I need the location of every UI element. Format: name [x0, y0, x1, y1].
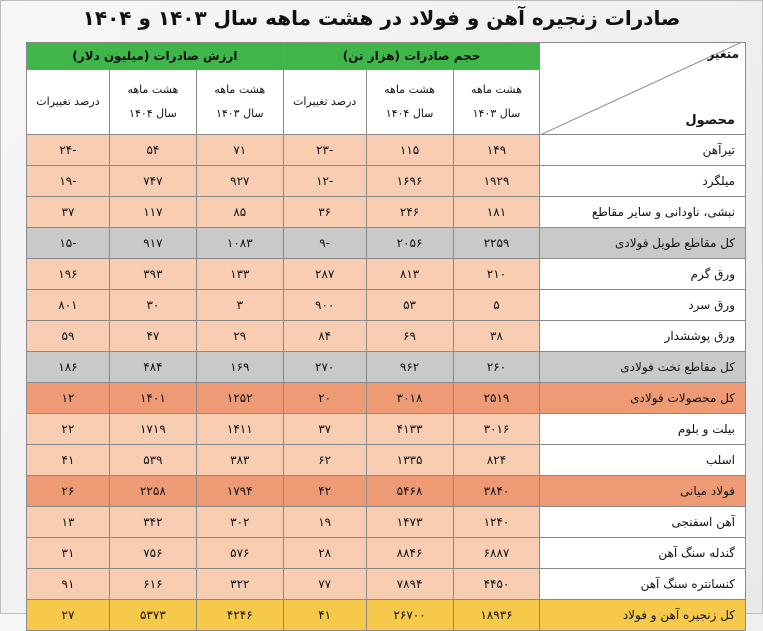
- table-row: [27, 476, 746, 507]
- product-name-cell: میلگرد: [540, 166, 746, 197]
- vol-chg-cell: ۷۷: [283, 569, 366, 600]
- val-chg-cell: ۲۷: [27, 600, 110, 631]
- vol-1403-cell: ۱۸۹۳۶: [453, 600, 540, 631]
- val-1403-cell: ۳۸۳: [196, 445, 283, 476]
- val-1403-cell: ۱۲۵۲: [196, 383, 283, 414]
- volume-group-header: حجم صادرات (هزار تن): [283, 43, 540, 70]
- vol-1404-cell: ۲۶۷۰۰: [366, 600, 453, 631]
- val-chg-cell: -۲۴: [27, 135, 110, 166]
- product-name-cell: کل زنجیره آهن و فولاد: [540, 600, 746, 631]
- vol-chg-cell: ۲۷۰: [283, 352, 366, 383]
- year-label: سال ۱۴۰۳: [472, 107, 521, 120]
- vol-1403-cell: ۱۸۱: [453, 197, 540, 228]
- product-label: محصول: [685, 113, 735, 128]
- year-label: سال ۱۴۰۴: [385, 107, 434, 120]
- vol-1404-cell: ۸۸۴۶: [366, 538, 453, 569]
- vol-chg-cell: -۲۳: [283, 135, 366, 166]
- product-name-cell: ورق سرد: [540, 290, 746, 321]
- table-row: [27, 352, 746, 383]
- vol-chg-cell: ۲۸: [283, 538, 366, 569]
- vol-1404-cell: ۸۱۳: [366, 259, 453, 290]
- val-1403-cell: ۸۵: [196, 197, 283, 228]
- eight-month-label: هشت ماهه: [384, 83, 435, 96]
- val-chg-cell: -۱۹: [27, 166, 110, 197]
- val-chg-cell: ۱۹۶: [27, 259, 110, 290]
- val-1404-cell: ۵۴: [109, 135, 196, 166]
- val-1404-cell: ۳۰: [109, 290, 196, 321]
- vol-1404-header: [366, 70, 453, 135]
- value-group-header: ارزش صادرات (میلیون دلار): [27, 43, 284, 70]
- vol-1404-cell: ۹۶۲: [366, 352, 453, 383]
- val-1403-cell: ۹۲۷: [196, 166, 283, 197]
- eight-month-label: هشت ماهه: [127, 83, 179, 96]
- vol-chg-cell: ۸۴: [283, 321, 366, 352]
- vol-1404-cell: ۷۸۹۴: [366, 569, 453, 600]
- year-label: سال ۱۴۰۴: [129, 107, 177, 120]
- vol-1403-cell: ۲۵۱۹: [453, 383, 540, 414]
- vol-chg-cell: ۴۲: [283, 476, 366, 507]
- table-row: [27, 321, 746, 352]
- table-row: [27, 259, 746, 290]
- vol-1403-header: [453, 70, 540, 135]
- table-row: [27, 569, 746, 600]
- val-chg-cell: ۱۳: [27, 507, 110, 538]
- val-chg-cell: ۸۰۱: [27, 290, 110, 321]
- vol-chg-cell: ۲۰: [283, 383, 366, 414]
- vol-1404-cell: ۱۶۹۶: [366, 166, 453, 197]
- vol-1403-cell: ۸۲۴: [453, 445, 540, 476]
- page-title: صادرات زنجیره آهن و فولاد در هشت ماهه سال ۱۴۰۳ و ۱۴۰۴: [82, 6, 681, 30]
- product-name-cell: ورق پوششدار: [540, 321, 746, 352]
- val-1403-cell: ۱۷۹۴: [196, 476, 283, 507]
- vol-change-header: درصد تغییرات: [283, 70, 366, 135]
- vol-1403-cell: ۶۸۸۷: [453, 538, 540, 569]
- table-row: [27, 507, 746, 538]
- val-change-header: درصد تغییرات: [27, 70, 110, 135]
- val-1404-cell: ۷۵۶: [109, 538, 196, 569]
- vol-1403-cell: ۱۴۹: [453, 135, 540, 166]
- vol-1404-cell: ۴۱۳۳: [366, 414, 453, 445]
- val-1404-cell: ۱۴۰۱: [109, 383, 196, 414]
- val-1404-cell: ۵۳۷۳: [109, 600, 196, 631]
- vol-1403-cell: ۵: [453, 290, 540, 321]
- val-1404-cell: ۱۷۱۹: [109, 414, 196, 445]
- year-label: سال ۱۴۰۳: [215, 107, 264, 120]
- table-row: [27, 228, 746, 259]
- table-row: [27, 290, 746, 321]
- vol-chg-cell: -۹: [283, 228, 366, 259]
- product-name-cell: ورق گرم: [540, 259, 746, 290]
- vol-1404-cell: ۱۳۳۵: [366, 445, 453, 476]
- val-1404-cell: ۳۹۳: [109, 259, 196, 290]
- table-row: [27, 600, 746, 631]
- product-name-cell: کل محصولات فولادی: [540, 383, 746, 414]
- vol-1403-cell: ۳۸: [453, 321, 540, 352]
- vol-chg-cell: ۹۰۰: [283, 290, 366, 321]
- vol-1404-cell: ۱۱۵: [366, 135, 453, 166]
- vol-1404-cell: ۱۴۷۳: [366, 507, 453, 538]
- product-name-cell: فولاد میانی: [540, 476, 746, 507]
- val-1403-cell: ۵۷۶: [196, 538, 283, 569]
- vol-1403-cell: ۳۸۴۰: [453, 476, 540, 507]
- vol-chg-cell: ۳۷: [283, 414, 366, 445]
- vol-chg-cell: ۲۸۷: [283, 259, 366, 290]
- vol-1403-cell: ۲۲۵۹: [453, 228, 540, 259]
- vol-1403-cell: ۳۰۱۶: [453, 414, 540, 445]
- vol-chg-cell: ۶۲: [283, 445, 366, 476]
- table-row: [27, 445, 746, 476]
- table-row: [27, 135, 746, 166]
- table-row: [27, 166, 746, 197]
- eight-month-label: هشت ماهه: [471, 83, 522, 96]
- val-1403-cell: ۱۰۸۳: [196, 228, 283, 259]
- table-row: [27, 538, 746, 569]
- table-row: [27, 414, 746, 445]
- vol-1403-cell: ۱۹۲۹: [453, 166, 540, 197]
- val-chg-cell: ۲۲: [27, 414, 110, 445]
- val-chg-cell: ۹۱: [27, 569, 110, 600]
- val-1403-cell: ۴۲۴۶: [196, 600, 283, 631]
- val-1403-header: [196, 70, 283, 135]
- vol-1403-cell: ۲۶۰: [453, 352, 540, 383]
- val-chg-cell: ۳۷: [27, 197, 110, 228]
- product-name-cell: اسلب: [540, 445, 746, 476]
- table-row: [27, 197, 746, 228]
- product-name-cell: تیرآهن: [540, 135, 746, 166]
- vol-chg-cell: ۱۹: [283, 507, 366, 538]
- vol-1403-cell: ۴۴۵۰: [453, 569, 540, 600]
- val-1404-cell: ۳۴۲: [109, 507, 196, 538]
- variable-label: متغیر: [707, 47, 739, 61]
- product-name-cell: کل مقاطع تخت فولادی: [540, 352, 746, 383]
- vol-chg-cell: ۳۶: [283, 197, 366, 228]
- product-name-cell: نبشی، ناودانی و سایر مقاطع: [540, 197, 746, 228]
- val-chg-cell: ۱۲: [27, 383, 110, 414]
- val-chg-cell: ۴۱: [27, 445, 110, 476]
- val-chg-cell: ۵۹: [27, 321, 110, 352]
- val-chg-cell: -۱۵: [27, 228, 110, 259]
- val-1403-cell: ۳۰۲: [196, 507, 283, 538]
- vol-1404-cell: ۵۳: [366, 290, 453, 321]
- val-1403-cell: ۳: [196, 290, 283, 321]
- product-name-cell: کل مقاطع طویل فولادی: [540, 228, 746, 259]
- val-1404-cell: ۹۱۷: [109, 228, 196, 259]
- val-1404-header: [109, 70, 196, 135]
- product-name-cell: بیلت و بلوم: [540, 414, 746, 445]
- val-1404-cell: ۲۲۵۸: [109, 476, 196, 507]
- vol-1403-cell: ۱۲۴۰: [453, 507, 540, 538]
- product-name-cell: کنسانتره سنگ آهن: [540, 569, 746, 600]
- val-1404-cell: ۱۱۷: [109, 197, 196, 228]
- vol-chg-cell: ۴۱: [283, 600, 366, 631]
- vol-1404-cell: ۲۴۶: [366, 197, 453, 228]
- vol-1403-cell: ۲۱۰: [453, 259, 540, 290]
- table-row: [27, 383, 746, 414]
- vol-1404-cell: ۵۴۶۸: [366, 476, 453, 507]
- val-1403-cell: ۱۳۳: [196, 259, 283, 290]
- val-1404-cell: ۷۴۷: [109, 166, 196, 197]
- vol-1404-cell: ۳۰۱۸: [366, 383, 453, 414]
- val-1403-cell: ۲۹: [196, 321, 283, 352]
- val-chg-cell: ۲۶: [27, 476, 110, 507]
- val-1404-cell: ۴۸۴: [109, 352, 196, 383]
- val-1403-cell: ۳۲۲: [196, 569, 283, 600]
- val-chg-cell: ۱۸۶: [27, 352, 110, 383]
- val-1403-cell: ۷۱: [196, 135, 283, 166]
- val-1404-cell: ۵۳۹: [109, 445, 196, 476]
- val-1403-cell: ۱۶۹: [196, 352, 283, 383]
- vol-chg-cell: -۱۲: [283, 166, 366, 197]
- val-1404-cell: ۴۷: [109, 321, 196, 352]
- product-name-cell: آهن اسفنجی: [540, 507, 746, 538]
- table-body: [27, 135, 746, 631]
- product-name-cell: گندله سنگ آهن: [540, 538, 746, 569]
- val-1403-cell: ۱۴۱۱: [196, 414, 283, 445]
- eight-month-label: هشت ماهه: [214, 83, 266, 96]
- val-1404-cell: ۶۱۶: [109, 569, 196, 600]
- vol-1404-cell: ۲۰۵۶: [366, 228, 453, 259]
- export-table: [26, 42, 746, 631]
- val-chg-cell: ۳۱: [27, 538, 110, 569]
- vol-1404-cell: ۶۹: [366, 321, 453, 352]
- corner-header-cell: [540, 43, 746, 135]
